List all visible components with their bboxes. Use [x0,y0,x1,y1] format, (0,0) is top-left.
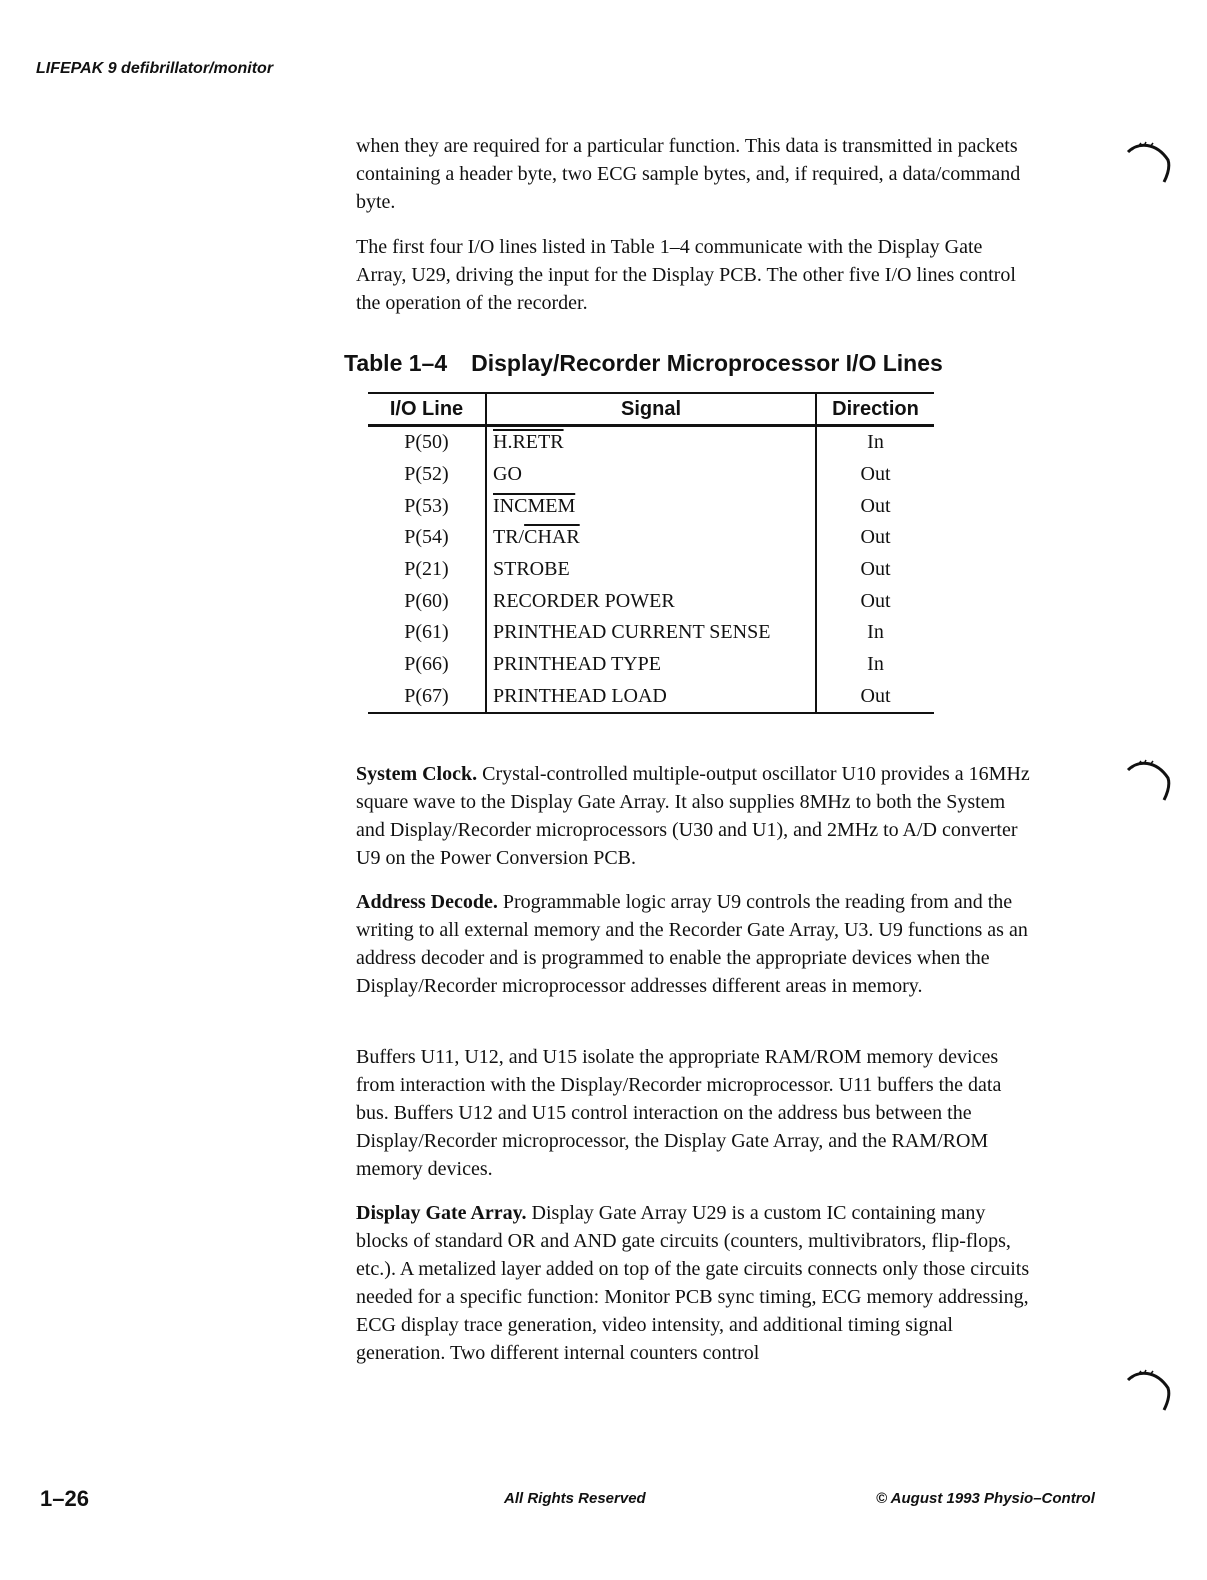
display-gate-array-paragraph [356,1199,1036,1367]
buffers-paragraph: Buffers U11, U12, and U15 isolate the appropriate RAM/ROM memory devices from interaction with the Display/Recorder microprocessor. U11 buffers the data bus. Buffers U12 and U15 control interaction on the address bus between the Display/Recorder microprocessor, the Display Gate Array, and the RAM/ROM memory devices. [356,1046,1002,1180]
system-clock-heading: System Clock. [356,763,478,785]
direction-cell: Out [860,526,891,549]
signal-cell: INCMEM [486,490,816,522]
display-gate-array-text: Display Gate Array U29 is a custom IC containing many blocks of standard OR and AND gate circuits (counters, multivibrators, flip-flops, etc.). A metalized layer added on top of the gate circuits connects only those circuits needed for a specific function: Monitor PCB sync timing, ECG memory addressing, ECG display trace generation, video intensity, and additional timing signal generation. Two different internal counters control [356,1202,1030,1364]
column-header-direction: Direction [816,393,934,426]
direction-cell: Out [860,589,891,612]
table-header-row [368,393,934,426]
direction-cell: Out [860,558,891,581]
table-row [368,426,934,459]
direction-cell: In [867,431,884,454]
running-header: LIFEPAK 9 defibrillator/monitor [36,60,274,77]
table-title: Display/Recorder Microprocessor I/O Lines [471,350,943,376]
system-clock-paragraph [356,760,1036,872]
footer-rights: All Rights Reserved [504,1490,646,1507]
table-row [368,522,934,554]
page-number: 1–26 [40,1486,89,1511]
table-row [368,459,934,491]
address-decode-text: Programmable logic array U9 controls the reading from and the writing to all external memory and the Recorder Gate Array, U3. U9 functions as an address decoder and is programmed to enable the appropriate devices when the Display/Recorder microprocessor addresses different areas in memory. [356,891,1028,997]
table-row [368,617,934,649]
io-line-cell: P(54) [368,522,486,554]
io-line-cell: P(50) [368,426,486,459]
revision-mark-icon [1124,1366,1174,1416]
system-clock-text: Crystal-controlled multiple-output oscillator U10 provides a 16MHz square wave to the Display Gate Array. It also supplies 8MHz to both the System and Display/Recorder microprocessors (U30 and U1), and 2MHz to A/D converter U9 on the Power Conversion PCB. [356,763,1030,869]
signal-cell: STROBE [486,554,816,586]
direction-cell: In [867,653,884,676]
direction-cell: Out [860,463,891,486]
table-number: Table 1–4 [344,350,448,376]
io-line-cell: P(53) [368,490,486,522]
intro-paragraph-2: The first four I/O lines listed in Table 1–4 communicate with the Display Gate Array, U29, driving the input for the Display PCB. The other five I/O lines control the operation of the recorder. [356,236,1016,314]
direction-cell: Out [816,681,934,714]
direction-cell: Out [860,494,891,517]
intro-paragraph-1: when they are required for a particular function. This data is transmitted in packets containing a header byte, two ECG sample bytes, and, if required, a data/command byte. [356,135,1021,213]
table-row [368,554,934,586]
io-line-cell: P(52) [368,459,486,491]
signal-cell: RECORDER POWER [486,585,816,617]
table-row [368,649,934,681]
revision-mark-icon [1124,138,1174,188]
io-line-cell: P(60) [368,585,486,617]
signal-cell: PRINTHEAD CURRENT SENSE [486,617,816,649]
io-line-cell: P(61) [368,617,486,649]
revision-mark-icon [1124,756,1174,806]
signal-cell: PRINTHEAD TYPE [486,649,816,681]
io-line-cell: P(66) [368,649,486,681]
io-lines-table [368,392,934,714]
address-decode-heading: Address Decode. [356,891,498,913]
signal-cell: PRINTHEAD LOAD [486,681,816,714]
footer-copyright: © August 1993 Physio–Control [876,1490,1095,1507]
table-caption [344,350,943,377]
io-line-cell: P(67) [368,681,486,714]
address-decode-paragraph [356,888,1036,1000]
table-row [368,585,934,617]
signal-cell: TR/CHAR [486,522,816,554]
column-header-io-line: I/O Line [368,393,486,426]
signal-cell: GO [486,459,816,491]
table-row [368,681,934,714]
io-line-cell: P(21) [368,554,486,586]
table-row [368,490,934,522]
display-gate-array-heading: Display Gate Array. [356,1202,527,1224]
signal-cell: H.RETR [486,426,816,459]
direction-cell: In [867,621,884,644]
column-header-signal: Signal [486,393,816,426]
